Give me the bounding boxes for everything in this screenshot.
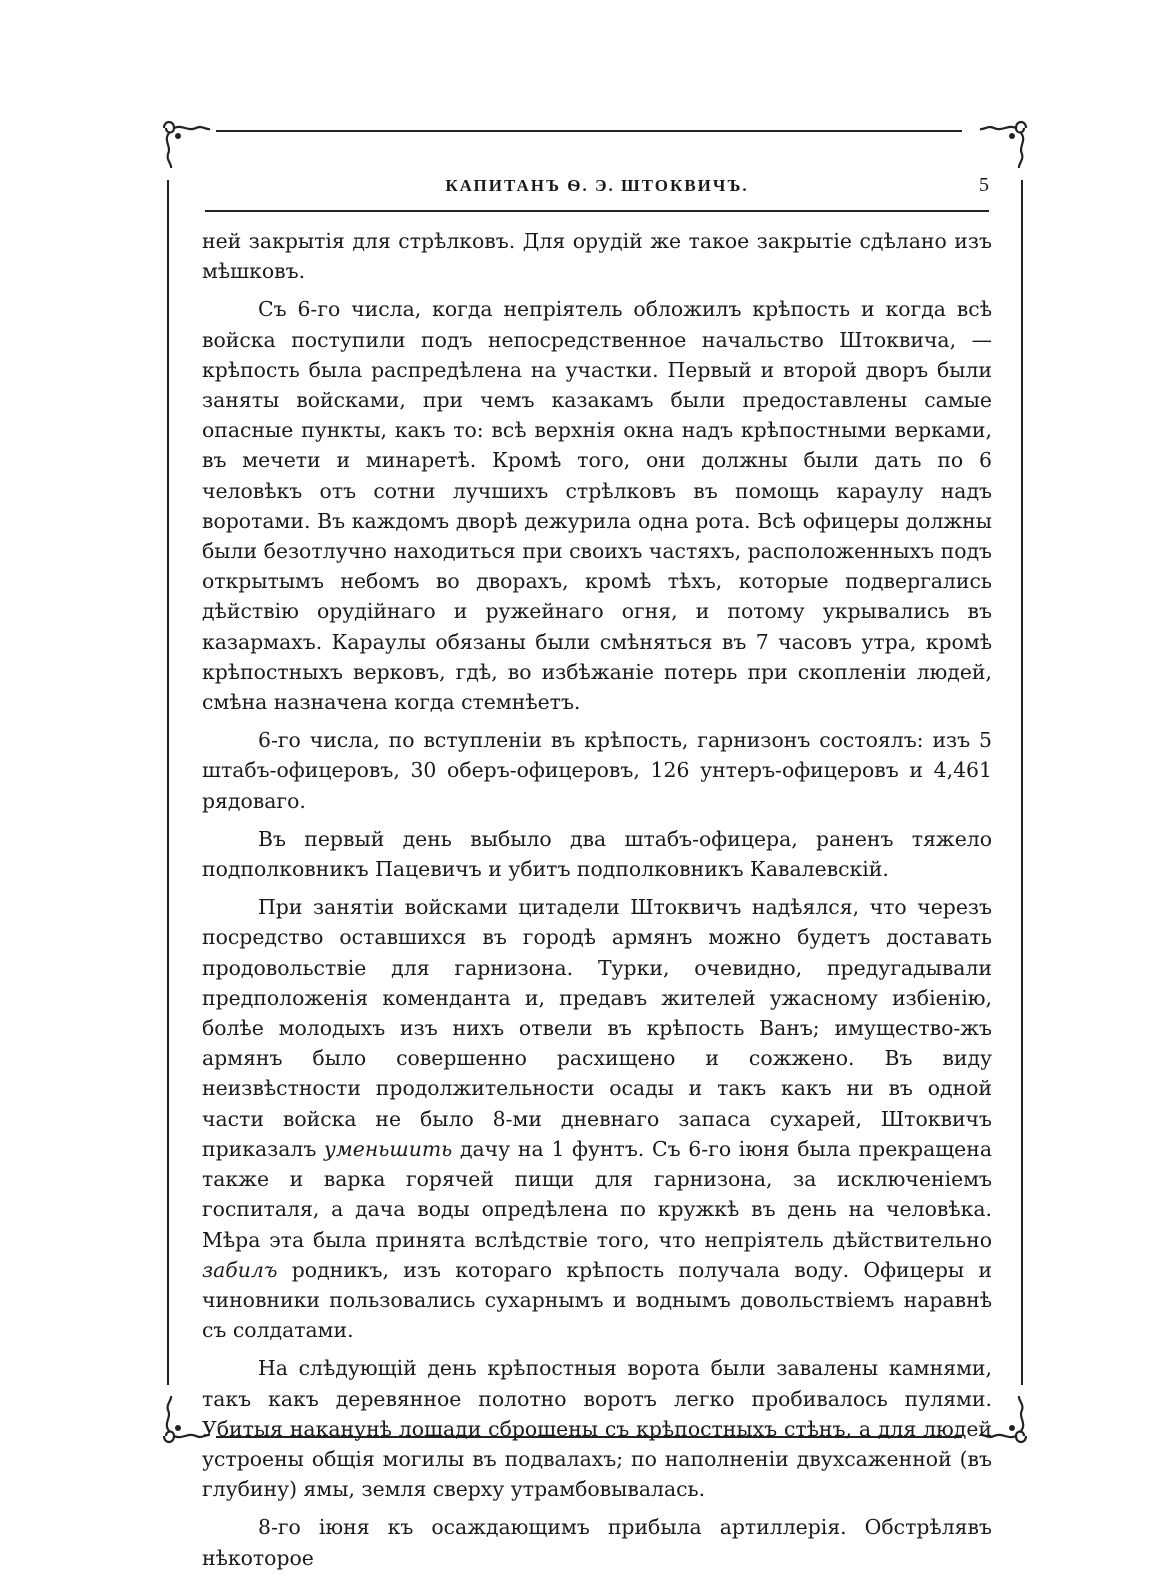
emphasis-text: уменьшить: [324, 1136, 453, 1161]
frame-left-line: [167, 180, 169, 1385]
paragraph: Въ первый день выбыло два штабъ-офицера, раненъ тяжело подполковникъ Пацевичъ и убитъ подполковникъ Кавалевскій.: [202, 826, 992, 882]
paragraph: На слѣдующій день крѣпостныя ворота были завалены камнями, такъ какъ деревянное полотно воротъ легко пробивалось пулями. Убитыя наканунѣ лошади сброшены съ крѣпостныхъ стѣнъ, а для людей устроены общія могилы въ подвалахъ; по наполненіи двухсаженной (въ глубину) ямы, земля сверху утрамбовывалась.: [202, 1356, 992, 1502]
text-run: дачу на 1 фунтъ. Съ 6-го іюня была прекращена также и варка горячей пищи для гарнизона, за исключеніемъ госпиталя, а дача воды опредѣлена по кружкѣ въ день на человѣка. Мѣра эта была принята вслѣдствіе того, что непріятель дѣйствительно: [202, 1136, 992, 1252]
body-text: [202, 226, 992, 1581]
running-head: КАПИТАНЪ Ѳ. Э. ШТОКВИЧЪ.: [445, 176, 749, 195]
paragraph: Съ 6-го числа, когда непріятель обложилъ крѣпость и когда всѣ войска поступили подъ непосредственное начальство Штоквича, — крѣпость была распредѣлена на участки. Первый и второй дворъ были заняты войсками, при чемъ казакамъ были предоставлены самые опасные пункты, какъ то: всѣ верхнія окна надъ крѣпостными верками, въ мечети и минаретѣ. Кромѣ того, они должны были дать по 6 человѣкъ отъ сотни лучшихъ стрѣлковъ въ помощь караулу надъ воротами. Въ каждомъ дворѣ дежурила одна рота. Всѣ офицеры должны были безотлучно находиться при своихъ частяхъ, расположенныхъ подъ открытымъ небомъ во дворахъ, кромѣ тѣхъ, которые подвергались дѣйствію орудійнаго и ружейнаго огня, и потому укрывались въ казармахъ. Караулы обязаны были смѣняться въ 7 часовъ утра, кромѣ крѣпостныхъ верковъ, гдѣ, во избѣжаніе потерь при скопленіи людей, смѣна назначена когда стемнѣетъ.: [202, 297, 992, 715]
text-run: родникъ, изъ котораго крѣпость получала воду. Офицеры и чиновники пользовались сухарнымъ и воднымъ довольствіемъ наравнѣ съ солдатами.: [202, 1257, 992, 1343]
paragraph: ней закрытія для стрѣлковъ. Для орудій же такое закрытіе сдѣлано изъ мѣшковъ.: [202, 229, 992, 284]
page-header: [205, 176, 989, 204]
frame-right-line: [1021, 180, 1023, 1385]
header-rule: [205, 210, 989, 212]
paragraph: [202, 892, 992, 1345]
emphasis-text: забилъ: [202, 1257, 278, 1282]
text-run: При занятіи войсками цитадели Штоквичъ надѣялся, что черезъ посредство оставшихся въ городѣ армянъ можно будетъ доставать продовольствіе для гарнизона. Турки, очевидно, предугадывали предположенія коменданта и, предавъ жителей ужасному избіенію, болѣе молодыхъ изъ нихъ отвели въ крѣпость Ванъ; имущество-жъ армянъ было совершенно расхищено и сожжено. Въ виду неизвѣстности продолжительности осады и такъ какъ ни въ одной части войска не было 8-ми дневнаго запаса сухарей, Штоквичъ приказалъ: [202, 895, 992, 1161]
ornamental-flourish-icon: [160, 118, 212, 170]
frame-top-line: [216, 130, 962, 132]
page-number: 5: [979, 174, 989, 196]
ornamental-flourish-icon: [978, 118, 1030, 170]
paragraph: 8-го іюня къ осаждающимъ прибыла артиллерія. Обстрѣлявъ нѣкоторое: [202, 1515, 992, 1570]
paragraph: 6-го числа, по вступленіи въ крѣпость, гарнизонъ состоялъ: изъ 5 штабъ-офицеровъ, 30 оберъ-офицеровъ, 126 унтеръ-офицеровъ и 4,461 рядоваго.: [202, 728, 992, 813]
